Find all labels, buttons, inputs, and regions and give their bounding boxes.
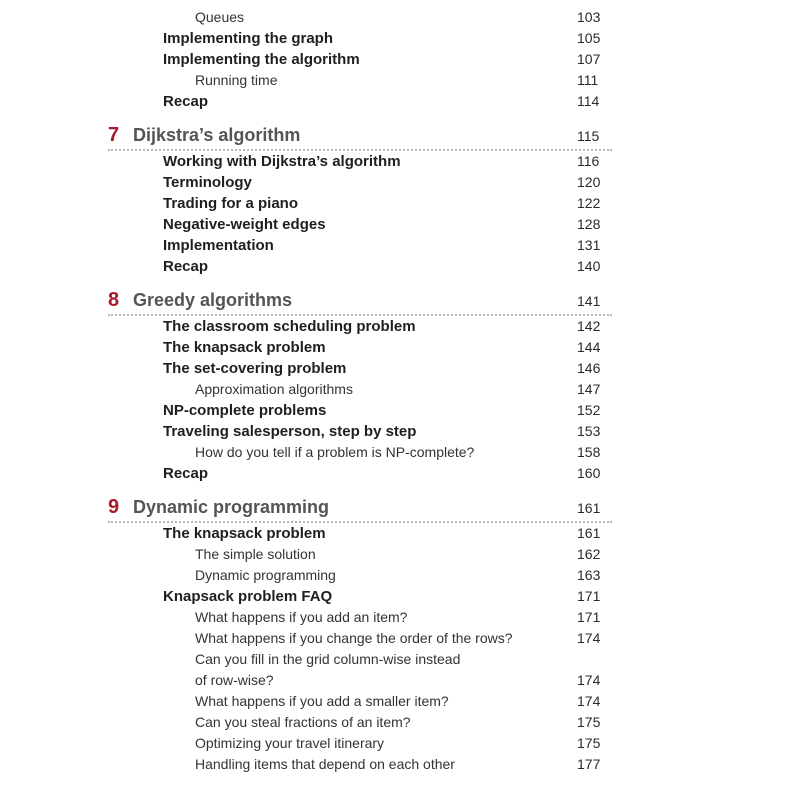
chapter-number: 8	[108, 289, 120, 311]
toc-section-entry[interactable]	[0, 214, 800, 235]
toc-subsection-entry[interactable]	[0, 565, 800, 586]
toc-section-entry[interactable]	[0, 49, 800, 70]
entry-page-number: 153	[577, 423, 601, 439]
entry-title: Queues	[195, 9, 245, 25]
toc-section-entry[interactable]	[0, 463, 800, 484]
entry-page-number: 163	[577, 567, 601, 583]
entry-title: Can you fill in the grid column-wise instead	[195, 651, 461, 667]
toc-subsection-entry[interactable]	[0, 670, 800, 691]
entry-page-number: 174	[577, 630, 601, 646]
entry-page-number: 161	[577, 525, 601, 541]
entry-title: Can you steal fractions of an item?	[195, 714, 411, 730]
entry-page-number: 175	[577, 714, 601, 730]
chapter-page-number: 115	[577, 128, 600, 144]
entry-page-number: 122	[577, 195, 601, 211]
entry-page-number: 111	[577, 72, 599, 88]
toc-section-entry[interactable]	[0, 91, 800, 112]
chapter-heading[interactable]	[0, 286, 800, 316]
entry-title: The simple solution	[195, 546, 316, 562]
chapter-title: Dynamic programming	[133, 497, 330, 517]
entry-title: Running time	[195, 72, 278, 88]
entry-title: Knapsack problem FAQ	[163, 588, 333, 605]
chapter-heading[interactable]	[0, 493, 800, 523]
entry-page-number: 175	[577, 735, 601, 751]
entry-page-number: 146	[577, 360, 601, 376]
entry-page-number: 140	[577, 258, 601, 274]
chapter-page-number: 141	[577, 293, 601, 309]
entry-title: What happens if you add an item?	[195, 609, 408, 625]
toc-subsection-entry[interactable]	[0, 70, 800, 91]
entry-title: Recap	[163, 93, 209, 110]
entry-title: Recap	[163, 258, 209, 275]
entry-title: What happens if you change the order of the rows?	[195, 630, 513, 646]
entry-title: How do you tell if a problem is NP-complete?	[195, 444, 475, 460]
chapter-page-number: 161	[577, 500, 601, 516]
chapter-heading[interactable]	[0, 121, 800, 151]
toc-section-entry[interactable]	[0, 235, 800, 256]
entry-title: Implementation	[163, 237, 274, 254]
toc-subsection-entry[interactable]	[0, 649, 800, 670]
entry-title: Traveling salesperson, step by step	[163, 423, 417, 440]
entry-page-number: 120	[577, 174, 601, 190]
entry-title: The set-covering problem	[163, 360, 347, 377]
toc-section-entry[interactable]	[0, 193, 800, 214]
entry-title: Dynamic programming	[195, 567, 336, 583]
entry-title: Implementing the graph	[163, 30, 334, 47]
toc-section-entry[interactable]	[0, 316, 800, 337]
entry-title: Negative-weight edges	[163, 216, 326, 233]
toc-subsection-entry[interactable]	[0, 7, 800, 28]
entry-title: The classroom scheduling problem	[163, 318, 416, 335]
entry-page-number: 160	[577, 465, 601, 481]
toc-section-entry[interactable]	[0, 151, 800, 172]
toc-subsection-entry[interactable]	[0, 442, 800, 463]
entry-page-number: 128	[577, 216, 601, 232]
entry-page-number: 105	[577, 30, 601, 46]
toc-section-entry[interactable]	[0, 28, 800, 49]
entry-page-number: 171	[577, 609, 601, 625]
entry-page-number: 158	[577, 444, 601, 460]
toc-section-entry[interactable]	[0, 421, 800, 442]
entry-page-number: 174	[577, 672, 601, 688]
entry-title: Terminology	[163, 174, 252, 191]
entry-title: NP-complete problems	[163, 402, 327, 419]
entry-title: Optimizing your travel itinerary	[195, 735, 385, 751]
entry-title: Working with Dijkstra’s algorithm	[163, 153, 401, 170]
entry-title: Implementing the algorithm	[163, 51, 360, 68]
entry-title: of row-wise?	[195, 672, 274, 688]
entry-page-number: 171	[577, 588, 601, 604]
chapter-number: 7	[108, 124, 120, 146]
toc-subsection-entry[interactable]	[0, 628, 800, 649]
entry-page-number: 103	[577, 9, 601, 25]
toc-subsection-entry[interactable]	[0, 712, 800, 733]
entry-page-number: 147	[577, 381, 601, 397]
toc-subsection-entry[interactable]	[0, 733, 800, 754]
toc-subsection-entry[interactable]	[0, 691, 800, 712]
toc-section-entry[interactable]	[0, 172, 800, 193]
entry-page-number: 152	[577, 402, 601, 418]
entry-page-number: 177	[577, 756, 601, 772]
entry-page-number: 114	[577, 93, 600, 109]
entry-page-number: 162	[577, 546, 601, 562]
toc-subsection-entry[interactable]	[0, 544, 800, 565]
toc-subsection-entry[interactable]	[0, 379, 800, 400]
toc-section-entry[interactable]	[0, 358, 800, 379]
entry-title: The knapsack problem	[163, 339, 326, 356]
toc-subsection-entry[interactable]	[0, 607, 800, 628]
entry-page-number: 107	[577, 51, 601, 67]
entry-title: Trading for a piano	[163, 195, 299, 212]
toc-section-entry[interactable]	[0, 337, 800, 358]
chapter-number: 9	[108, 496, 120, 518]
entry-title: The knapsack problem	[163, 525, 326, 542]
entry-page-number: 174	[577, 693, 601, 709]
entry-title: What happens if you add a smaller item?	[195, 693, 449, 709]
entry-title: Handling items that depend on each other	[195, 756, 455, 772]
chapter-title: Dijkstra’s algorithm	[133, 125, 301, 145]
entry-page-number: 131	[577, 237, 601, 253]
entry-page-number: 116	[577, 153, 600, 169]
toc-section-entry[interactable]	[0, 400, 800, 421]
chapter-title: Greedy algorithms	[133, 290, 293, 310]
entry-title: Approximation algorithms	[195, 381, 353, 397]
entry-title: Recap	[163, 465, 209, 482]
toc-subsection-entry[interactable]	[0, 754, 800, 775]
entry-page-number: 144	[577, 339, 601, 355]
toc-section-entry[interactable]	[0, 256, 800, 277]
entry-page-number: 142	[577, 318, 601, 334]
toc-section-entry[interactable]	[0, 586, 800, 607]
toc-section-entry[interactable]	[0, 523, 800, 544]
